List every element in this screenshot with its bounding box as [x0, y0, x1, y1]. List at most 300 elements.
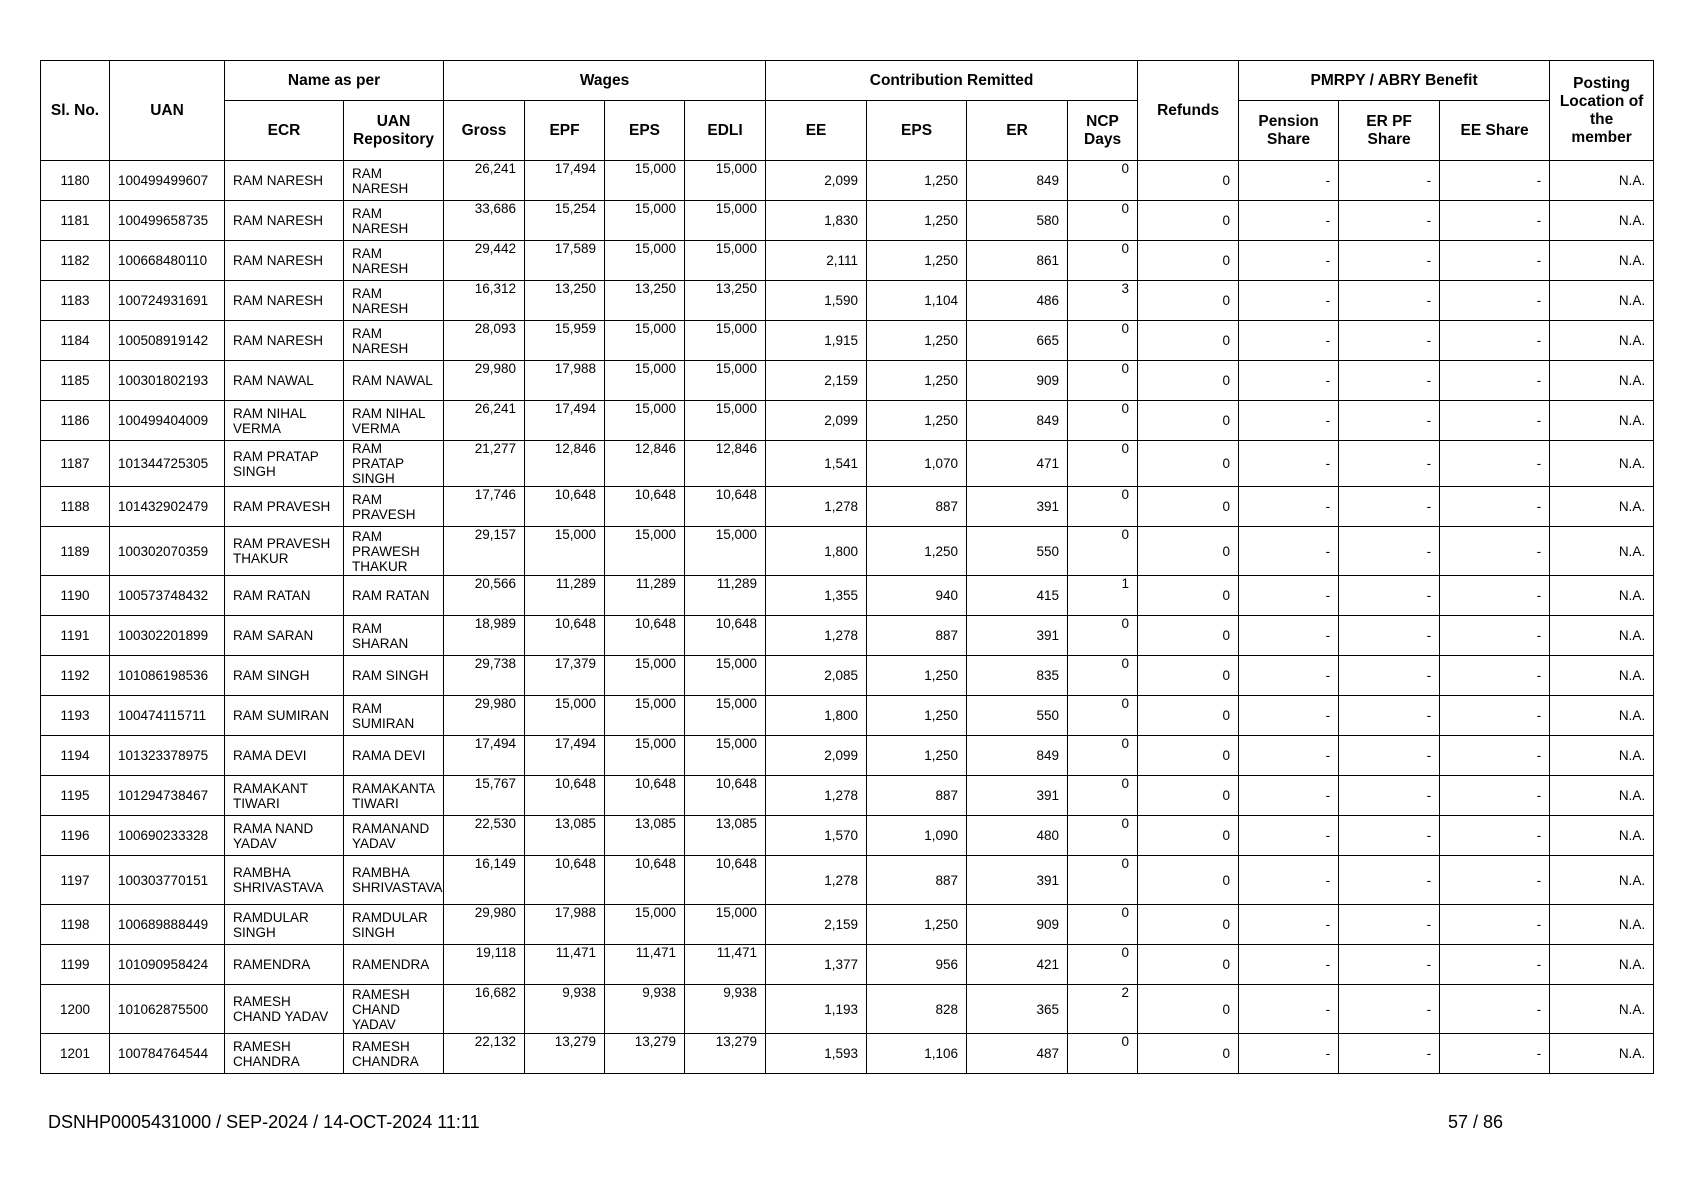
header-posting-location: Posting Location of the member	[1550, 61, 1654, 161]
cell-posting-location: N.A.	[1550, 281, 1654, 321]
table-row	[41, 576, 1654, 616]
table-row	[41, 945, 1654, 985]
header-ee-share: EE Share	[1440, 101, 1550, 161]
cell-ee: 1,915	[766, 321, 867, 361]
cell-pension-share: -	[1239, 985, 1339, 1034]
cell-gross: 26,241	[444, 161, 525, 201]
cell-sl-no: 1201	[41, 1034, 110, 1074]
cell-ncp-days: 0	[1068, 736, 1138, 776]
cell-ecr-name: RAMAKANT TIWARI	[225, 776, 344, 816]
cell-edli: 15,000	[685, 656, 766, 696]
cell-ncp-days: 0	[1068, 1034, 1138, 1074]
cell-uan-name: RAM RATAN	[344, 576, 444, 616]
cell-posting-location: N.A.	[1550, 736, 1654, 776]
cell-edli: 15,000	[685, 905, 766, 945]
cell-er-pf-share: -	[1339, 201, 1440, 241]
cell-sl-no: 1186	[41, 401, 110, 441]
cell-pension-share: -	[1239, 576, 1339, 616]
table-body	[41, 161, 1654, 1074]
table-row	[41, 361, 1654, 401]
cell-uan-name: RAM PRAWESH THAKUR	[344, 527, 444, 576]
cell-pension-share: -	[1239, 321, 1339, 361]
cell-ee-share: -	[1440, 905, 1550, 945]
cell-pension-share: -	[1239, 696, 1339, 736]
cell-eps: 10,648	[605, 856, 685, 905]
cell-ee: 1,570	[766, 816, 867, 856]
cell-refunds: 0	[1138, 816, 1239, 856]
cell-ee-share: -	[1440, 201, 1550, 241]
cell-er: 391	[967, 776, 1068, 816]
table-row	[41, 736, 1654, 776]
cell-ncp-days: 0	[1068, 856, 1138, 905]
cell-er-pf-share: -	[1339, 487, 1440, 527]
cell-eps-contribution: 1,250	[867, 201, 967, 241]
cell-gross: 29,157	[444, 527, 525, 576]
cell-eps-contribution: 1,250	[867, 736, 967, 776]
cell-eps: 15,000	[605, 527, 685, 576]
cell-edli: 15,000	[685, 321, 766, 361]
cell-eps-contribution: 1,250	[867, 361, 967, 401]
cell-er: 849	[967, 161, 1068, 201]
cell-edli: 13,250	[685, 281, 766, 321]
cell-refunds: 0	[1138, 361, 1239, 401]
cell-eps-contribution: 887	[867, 856, 967, 905]
cell-ncp-days: 0	[1068, 361, 1138, 401]
cell-er: 835	[967, 656, 1068, 696]
cell-ncp-days: 0	[1068, 527, 1138, 576]
cell-epf: 17,589	[525, 241, 605, 281]
cell-ncp-days: 1	[1068, 576, 1138, 616]
cell-sl-no: 1200	[41, 985, 110, 1034]
header-ee: EE	[766, 101, 867, 161]
header-er-pf-share: ER PF Share	[1339, 101, 1440, 161]
cell-sl-no: 1187	[41, 441, 110, 487]
cell-ecr-name: RAM SARAN	[225, 616, 344, 656]
cell-er-pf-share: -	[1339, 1034, 1440, 1074]
cell-gross: 22,132	[444, 1034, 525, 1074]
cell-er: 391	[967, 856, 1068, 905]
cell-edli: 10,648	[685, 487, 766, 527]
cell-uan: 100724931691	[110, 281, 225, 321]
cell-edli: 15,000	[685, 201, 766, 241]
table-row	[41, 441, 1654, 487]
cell-gross: 20,566	[444, 576, 525, 616]
cell-edli: 13,279	[685, 1034, 766, 1074]
cell-eps: 15,000	[605, 361, 685, 401]
cell-uan: 100474115711	[110, 696, 225, 736]
cell-uan-name: RAMDULAR SINGH	[344, 905, 444, 945]
header-edli: EDLI	[685, 101, 766, 161]
cell-gross: 17,746	[444, 487, 525, 527]
cell-refunds: 0	[1138, 161, 1239, 201]
cell-ecr-name: RAM NARESH	[225, 201, 344, 241]
cell-gross: 28,093	[444, 321, 525, 361]
cell-edli: 15,000	[685, 401, 766, 441]
cell-pension-share: -	[1239, 201, 1339, 241]
cell-gross: 18,989	[444, 616, 525, 656]
cell-er: 849	[967, 736, 1068, 776]
cell-ncp-days: 0	[1068, 161, 1138, 201]
cell-pension-share: -	[1239, 161, 1339, 201]
header-ncp-days: NCP Days	[1068, 101, 1138, 161]
cell-pension-share: -	[1239, 361, 1339, 401]
cell-gross: 29,980	[444, 361, 525, 401]
cell-eps-contribution: 887	[867, 776, 967, 816]
cell-sl-no: 1181	[41, 201, 110, 241]
header-uan-repository: UAN Repository	[344, 101, 444, 161]
cell-er-pf-share: -	[1339, 616, 1440, 656]
cell-sl-no: 1196	[41, 816, 110, 856]
cell-ecr-name: RAM NARESH	[225, 281, 344, 321]
cell-er: 415	[967, 576, 1068, 616]
cell-uan: 100303770151	[110, 856, 225, 905]
cell-er-pf-share: -	[1339, 905, 1440, 945]
cell-epf: 9,938	[525, 985, 605, 1034]
cell-gross: 29,738	[444, 656, 525, 696]
cell-eps-contribution: 1,070	[867, 441, 967, 487]
cell-eps-contribution: 1,250	[867, 696, 967, 736]
cell-eps-contribution: 1,250	[867, 401, 967, 441]
cell-sl-no: 1180	[41, 161, 110, 201]
cell-posting-location: N.A.	[1550, 441, 1654, 487]
cell-sl-no: 1184	[41, 321, 110, 361]
cell-ncp-days: 0	[1068, 241, 1138, 281]
table-row	[41, 201, 1654, 241]
cell-pension-share: -	[1239, 856, 1339, 905]
cell-uan-name: RAMESH CHANDRA	[344, 1034, 444, 1074]
cell-epf: 17,494	[525, 736, 605, 776]
cell-refunds: 0	[1138, 576, 1239, 616]
cell-refunds: 0	[1138, 656, 1239, 696]
cell-ee-share: -	[1440, 776, 1550, 816]
cell-uan-name: RAMBHA SHRIVASTAVA	[344, 856, 444, 905]
header-epf: EPF	[525, 101, 605, 161]
cell-er: 861	[967, 241, 1068, 281]
cell-gross: 29,980	[444, 905, 525, 945]
cell-epf: 13,279	[525, 1034, 605, 1074]
cell-posting-location: N.A.	[1550, 905, 1654, 945]
table-row	[41, 527, 1654, 576]
cell-sl-no: 1195	[41, 776, 110, 816]
cell-ecr-name: RAM NARESH	[225, 161, 344, 201]
cell-eps: 13,085	[605, 816, 685, 856]
cell-ee-share: -	[1440, 241, 1550, 281]
cell-uan-name: RAMESH CHAND YADAV	[344, 985, 444, 1034]
cell-refunds: 0	[1138, 241, 1239, 281]
cell-er-pf-share: -	[1339, 656, 1440, 696]
cell-er-pf-share: -	[1339, 361, 1440, 401]
cell-ecr-name: RAMENDRA	[225, 945, 344, 985]
cell-refunds: 0	[1138, 905, 1239, 945]
cell-ee-share: -	[1440, 616, 1550, 656]
cell-edli: 15,000	[685, 696, 766, 736]
cell-ee-share: -	[1440, 576, 1550, 616]
cell-er: 487	[967, 1034, 1068, 1074]
cell-pension-share: -	[1239, 736, 1339, 776]
cell-ee-share: -	[1440, 856, 1550, 905]
cell-uan: 100668480110	[110, 241, 225, 281]
cell-refunds: 0	[1138, 487, 1239, 527]
cell-er: 391	[967, 487, 1068, 527]
cell-ecr-name: RAM PRAVESH	[225, 487, 344, 527]
cell-refunds: 0	[1138, 201, 1239, 241]
table-row	[41, 656, 1654, 696]
cell-gross: 17,494	[444, 736, 525, 776]
cell-sl-no: 1198	[41, 905, 110, 945]
cell-uan: 101090958424	[110, 945, 225, 985]
cell-er-pf-share: -	[1339, 441, 1440, 487]
cell-uan: 100499499607	[110, 161, 225, 201]
cell-er: 421	[967, 945, 1068, 985]
cell-pension-share: -	[1239, 905, 1339, 945]
cell-ee-share: -	[1440, 361, 1550, 401]
cell-eps: 10,648	[605, 616, 685, 656]
table-row	[41, 856, 1654, 905]
header-er: ER	[967, 101, 1068, 161]
cell-er: 909	[967, 905, 1068, 945]
cell-pension-share: -	[1239, 401, 1339, 441]
table-row	[41, 321, 1654, 361]
cell-uan: 100690233328	[110, 816, 225, 856]
cell-sl-no: 1185	[41, 361, 110, 401]
cell-ecr-name: RAM PRATAP SINGH	[225, 441, 344, 487]
cell-pension-share: -	[1239, 656, 1339, 696]
cell-edli: 15,000	[685, 161, 766, 201]
cell-eps: 13,279	[605, 1034, 685, 1074]
cell-ncp-days: 3	[1068, 281, 1138, 321]
cell-ncp-days: 0	[1068, 945, 1138, 985]
cell-epf: 10,648	[525, 616, 605, 656]
header-pmrpy-abry: PMRPY / ABRY Benefit	[1239, 61, 1550, 101]
cell-ee: 1,590	[766, 281, 867, 321]
cell-ee-share: -	[1440, 945, 1550, 985]
cell-ee: 2,099	[766, 736, 867, 776]
cell-er: 391	[967, 616, 1068, 656]
cell-eps: 10,648	[605, 487, 685, 527]
cell-epf: 13,250	[525, 281, 605, 321]
cell-eps: 11,289	[605, 576, 685, 616]
table-row	[41, 487, 1654, 527]
cell-refunds: 0	[1138, 281, 1239, 321]
cell-eps: 15,000	[605, 905, 685, 945]
cell-ee: 2,111	[766, 241, 867, 281]
footer-reference: DSNHP0005431000 / SEP-2024 / 14-OCT-2024 11:11	[48, 1112, 480, 1132]
cell-ee: 2,159	[766, 361, 867, 401]
table-row	[41, 776, 1654, 816]
cell-uan: 101062875500	[110, 985, 225, 1034]
cell-edli: 11,289	[685, 576, 766, 616]
cell-uan-name: RAM SINGH	[344, 656, 444, 696]
cell-uan: 100301802193	[110, 361, 225, 401]
table-row	[41, 241, 1654, 281]
cell-ncp-days: 0	[1068, 321, 1138, 361]
table-row	[41, 696, 1654, 736]
cell-refunds: 0	[1138, 1034, 1239, 1074]
cell-sl-no: 1197	[41, 856, 110, 905]
header-refunds: Refunds	[1138, 61, 1239, 161]
cell-edli: 15,000	[685, 241, 766, 281]
cell-sl-no: 1192	[41, 656, 110, 696]
cell-uan: 101294738467	[110, 776, 225, 816]
cell-ee: 2,099	[766, 161, 867, 201]
cell-eps-contribution: 1,250	[867, 656, 967, 696]
cell-ecr-name: RAM NIHAL VERMA	[225, 401, 344, 441]
cell-epf: 17,379	[525, 656, 605, 696]
cell-gross: 21,277	[444, 441, 525, 487]
cell-ee-share: -	[1440, 527, 1550, 576]
cell-ee: 1,193	[766, 985, 867, 1034]
cell-eps: 13,250	[605, 281, 685, 321]
cell-eps-contribution: 1,250	[867, 905, 967, 945]
cell-ee: 1,355	[766, 576, 867, 616]
cell-uan-name: RAM NARESH	[344, 161, 444, 201]
cell-eps-contribution: 1,106	[867, 1034, 967, 1074]
cell-uan-name: RAMA DEVI	[344, 736, 444, 776]
cell-sl-no: 1182	[41, 241, 110, 281]
cell-er: 550	[967, 527, 1068, 576]
cell-epf: 17,494	[525, 161, 605, 201]
header-sl-no: Sl. No.	[41, 61, 110, 161]
cell-uan-name: RAM PRAVESH	[344, 487, 444, 527]
cell-ecr-name: RAM SUMIRAN	[225, 696, 344, 736]
cell-ecr-name: RAMESH CHAND YADAV	[225, 985, 344, 1034]
cell-eps-contribution: 828	[867, 985, 967, 1034]
cell-ncp-days: 0	[1068, 776, 1138, 816]
cell-sl-no: 1190	[41, 576, 110, 616]
cell-epf: 10,648	[525, 776, 605, 816]
cell-ecr-name: RAMDULAR SINGH	[225, 905, 344, 945]
cell-eps: 10,648	[605, 776, 685, 816]
cell-pension-share: -	[1239, 441, 1339, 487]
cell-refunds: 0	[1138, 945, 1239, 985]
cell-uan: 100302070359	[110, 527, 225, 576]
cell-posting-location: N.A.	[1550, 527, 1654, 576]
header-uan: UAN	[110, 61, 225, 161]
cell-ncp-days: 0	[1068, 441, 1138, 487]
header-pension-share: Pension Share	[1239, 101, 1339, 161]
cell-ecr-name: RAM PRAVESH THAKUR	[225, 527, 344, 576]
cell-ee-share: -	[1440, 281, 1550, 321]
cell-eps-contribution: 956	[867, 945, 967, 985]
cell-ee-share: -	[1440, 401, 1550, 441]
cell-ee: 1,830	[766, 201, 867, 241]
cell-ee: 1,541	[766, 441, 867, 487]
cell-eps-contribution: 1,090	[867, 816, 967, 856]
cell-edli: 10,648	[685, 616, 766, 656]
cell-er: 849	[967, 401, 1068, 441]
cell-refunds: 0	[1138, 696, 1239, 736]
cell-epf: 10,648	[525, 856, 605, 905]
cell-eps: 15,000	[605, 201, 685, 241]
cell-er-pf-share: -	[1339, 527, 1440, 576]
table-row	[41, 281, 1654, 321]
cell-uan: 101432902479	[110, 487, 225, 527]
cell-refunds: 0	[1138, 736, 1239, 776]
cell-uan: 101344725305	[110, 441, 225, 487]
cell-uan: 100784764544	[110, 1034, 225, 1074]
cell-uan: 100689888449	[110, 905, 225, 945]
cell-ee: 2,159	[766, 905, 867, 945]
cell-epf: 15,000	[525, 527, 605, 576]
cell-sl-no: 1194	[41, 736, 110, 776]
cell-edli: 10,648	[685, 856, 766, 905]
cell-er: 580	[967, 201, 1068, 241]
header-gross: Gross	[444, 101, 525, 161]
header-eps-contribution: EPS	[867, 101, 967, 161]
cell-er: 365	[967, 985, 1068, 1034]
table-row	[41, 1034, 1654, 1074]
table-row	[41, 401, 1654, 441]
cell-sl-no: 1193	[41, 696, 110, 736]
header-ecr: ECR	[225, 101, 344, 161]
cell-uan-name: RAM PRATAP SINGH	[344, 441, 444, 487]
cell-edli: 15,000	[685, 527, 766, 576]
cell-er: 486	[967, 281, 1068, 321]
cell-sl-no: 1189	[41, 527, 110, 576]
cell-ee-share: -	[1440, 656, 1550, 696]
cell-eps: 9,938	[605, 985, 685, 1034]
cell-posting-location: N.A.	[1550, 776, 1654, 816]
cell-refunds: 0	[1138, 985, 1239, 1034]
cell-uan-name: RAM NARESH	[344, 281, 444, 321]
cell-uan-name: RAMAKANTA TIWARI	[344, 776, 444, 816]
cell-ee: 1,593	[766, 1034, 867, 1074]
table-row	[41, 985, 1654, 1034]
cell-uan: 101086198536	[110, 656, 225, 696]
cell-er-pf-share: -	[1339, 776, 1440, 816]
cell-uan-name: RAM SUMIRAN	[344, 696, 444, 736]
cell-edli: 15,000	[685, 361, 766, 401]
cell-er-pf-share: -	[1339, 696, 1440, 736]
cell-posting-location: N.A.	[1550, 241, 1654, 281]
cell-posting-location: N.A.	[1550, 161, 1654, 201]
cell-ncp-days: 0	[1068, 696, 1138, 736]
cell-epf: 15,959	[525, 321, 605, 361]
cell-eps-contribution: 940	[867, 576, 967, 616]
cell-ee-share: -	[1440, 816, 1550, 856]
page-number: 57 / 86	[1448, 1112, 1504, 1132]
cell-ncp-days: 0	[1068, 616, 1138, 656]
cell-gross: 22,530	[444, 816, 525, 856]
cell-er-pf-share: -	[1339, 321, 1440, 361]
cell-eps: 15,000	[605, 736, 685, 776]
cell-ee: 1,800	[766, 527, 867, 576]
cell-ee: 1,278	[766, 616, 867, 656]
table-row	[41, 616, 1654, 656]
cell-uan-name: RAM NIHAL VERMA	[344, 401, 444, 441]
cell-sl-no: 1183	[41, 281, 110, 321]
cell-posting-location: N.A.	[1550, 201, 1654, 241]
cell-uan-name: RAMENDRA	[344, 945, 444, 985]
cell-ecr-name: RAM NARESH	[225, 241, 344, 281]
cell-refunds: 0	[1138, 856, 1239, 905]
cell-er-pf-share: -	[1339, 281, 1440, 321]
cell-posting-location: N.A.	[1550, 321, 1654, 361]
cell-edli: 12,846	[685, 441, 766, 487]
cell-eps: 15,000	[605, 241, 685, 281]
cell-uan: 100499404009	[110, 401, 225, 441]
cell-pension-share: -	[1239, 1034, 1339, 1074]
cell-ecr-name: RAMA DEVI	[225, 736, 344, 776]
cell-ecr-name: RAMBHA SHRIVASTAVA	[225, 856, 344, 905]
cell-epf: 13,085	[525, 816, 605, 856]
cell-eps: 15,000	[605, 696, 685, 736]
cell-er: 471	[967, 441, 1068, 487]
cell-gross: 15,767	[444, 776, 525, 816]
cell-ncp-days: 2	[1068, 985, 1138, 1034]
cell-sl-no: 1188	[41, 487, 110, 527]
cell-posting-location: N.A.	[1550, 487, 1654, 527]
